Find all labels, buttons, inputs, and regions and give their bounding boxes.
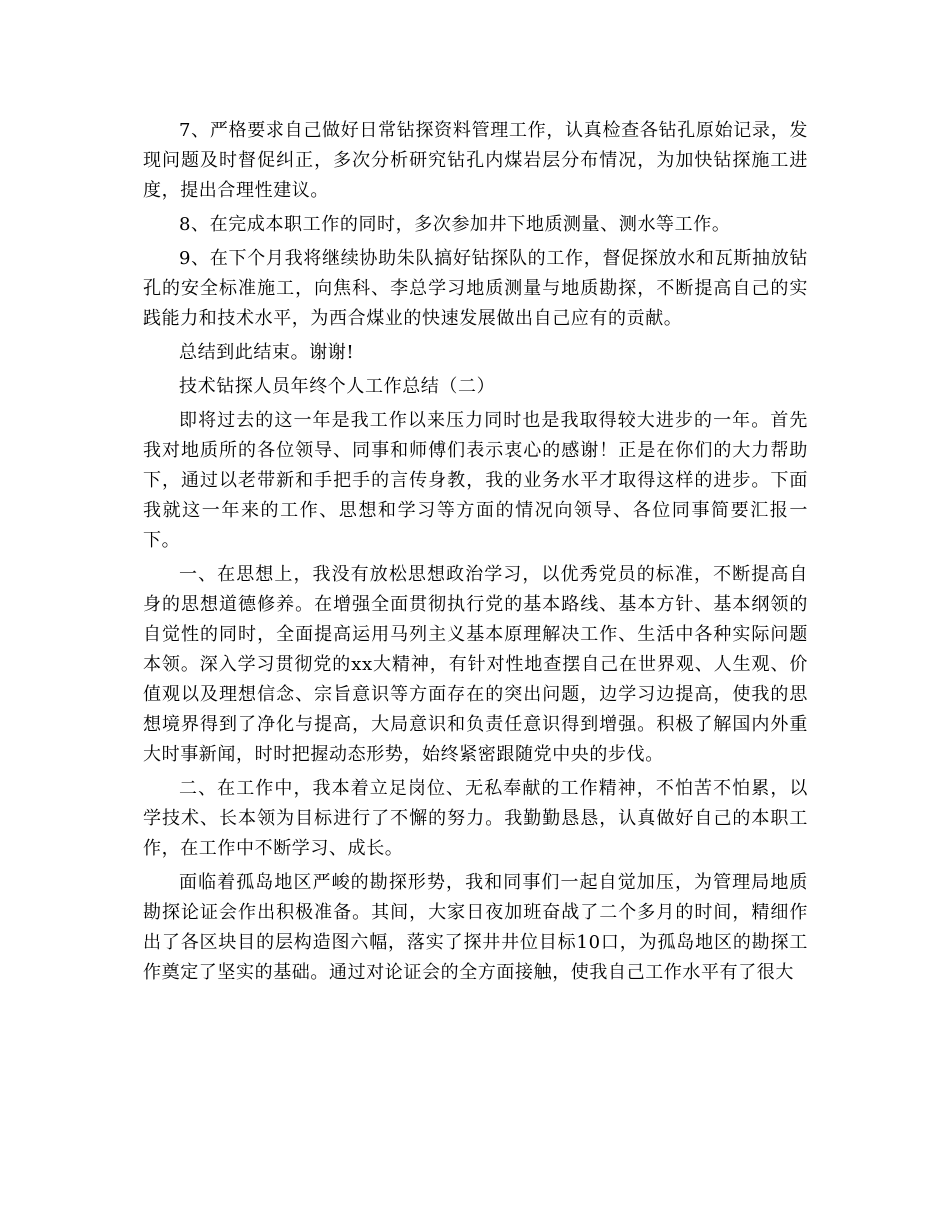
thought-paragraph: 一、在思想上，我没有放松思想政治学习，以优秀党员的标准，不断提高自身的思想道德修养。在增强全面贯彻执行党的基本路线、基本方针、基本纲领的自觉性的同时，全面提高运用马列主义基本原理解决工作、生活中各种实际问题本领。深入学习贯彻党的xx大精神，有针对性地查摆自己在世界观、人生观、价值观以及理想信念、宗旨意识等方面存在的突出问题，边学习边提高，使我的思想境界得到了净化与提高，大局意识和负责任意识得到增强。积极了解国内外重大时事新闻，时时把握动态形势，始终紧密跟随党中央的步伐。 <box>143 564 808 765</box>
section-title: 技术钻探人员年终个人工作总结（二） <box>179 376 496 397</box>
closing-line: 总结到此结束。谢谢! <box>179 342 355 363</box>
paragraph-item-9: 9、在下个月我将继续协助朱队搞好钻探队的工作，督促探放水和瓦斯抽放钻孔的安全标准施工，向焦科、李总学习地质测量与地质勘探，不断提高自己的实践能力和技术水平，为西合煤业的快速发展做出自己应有的贡献。 <box>143 248 808 329</box>
exploration-paragraph: 面临着孤岛地区严峻的勘探形势，我和同事们一起自觉加压，为管理局地质勘探论证会作出积极准备。其间，大家日夜加班奋战了二个多月的时间，精细作出了各区块目的层构造图六幅，落实了探井井位目标10口，为孤岛地区的勘探工作奠定了坚实的基础。通过对论证会的全方面接触，使我自己工作水平有了很大 <box>143 872 808 983</box>
paragraph-item-7: 7、严格要求自己做好日常钻探资料管理工作，认真检查各钻孔原始记录，发现问题及时督促纠正，多次分析研究钻孔内煤岩层分布情况，为加快钻探施工进度，提出合理性建议。 <box>143 120 808 201</box>
paragraph-item-8: 8、在完成本职工作的同时，多次参加井下地质测量、测水等工作。 <box>179 214 731 235</box>
document-body <box>143 116 808 992</box>
work-paragraph: 二、在工作中，我本着立足岗位、无私奉献的工作精神，不怕苦不怕累，以学技术、长本领为目标进行了不懈的努力。我勤勤恳恳，认真做好自己的本职工作，在工作中不断学习、成长。 <box>143 778 808 859</box>
intro-paragraph: 即将过去的这一年是我工作以来压力同时也是我取得较大进步的一年。首先我对地质所的各位领导、同事和师傅们表示衷心的感谢！正是在你们的大力帮助下，通过以老带新和手把手的言传身教，我的业务水平才取得这样的进步。下面我就这一年来的工作、思想和学习等方面的情况向领导、各位同事简要汇报一下。 <box>143 410 808 551</box>
